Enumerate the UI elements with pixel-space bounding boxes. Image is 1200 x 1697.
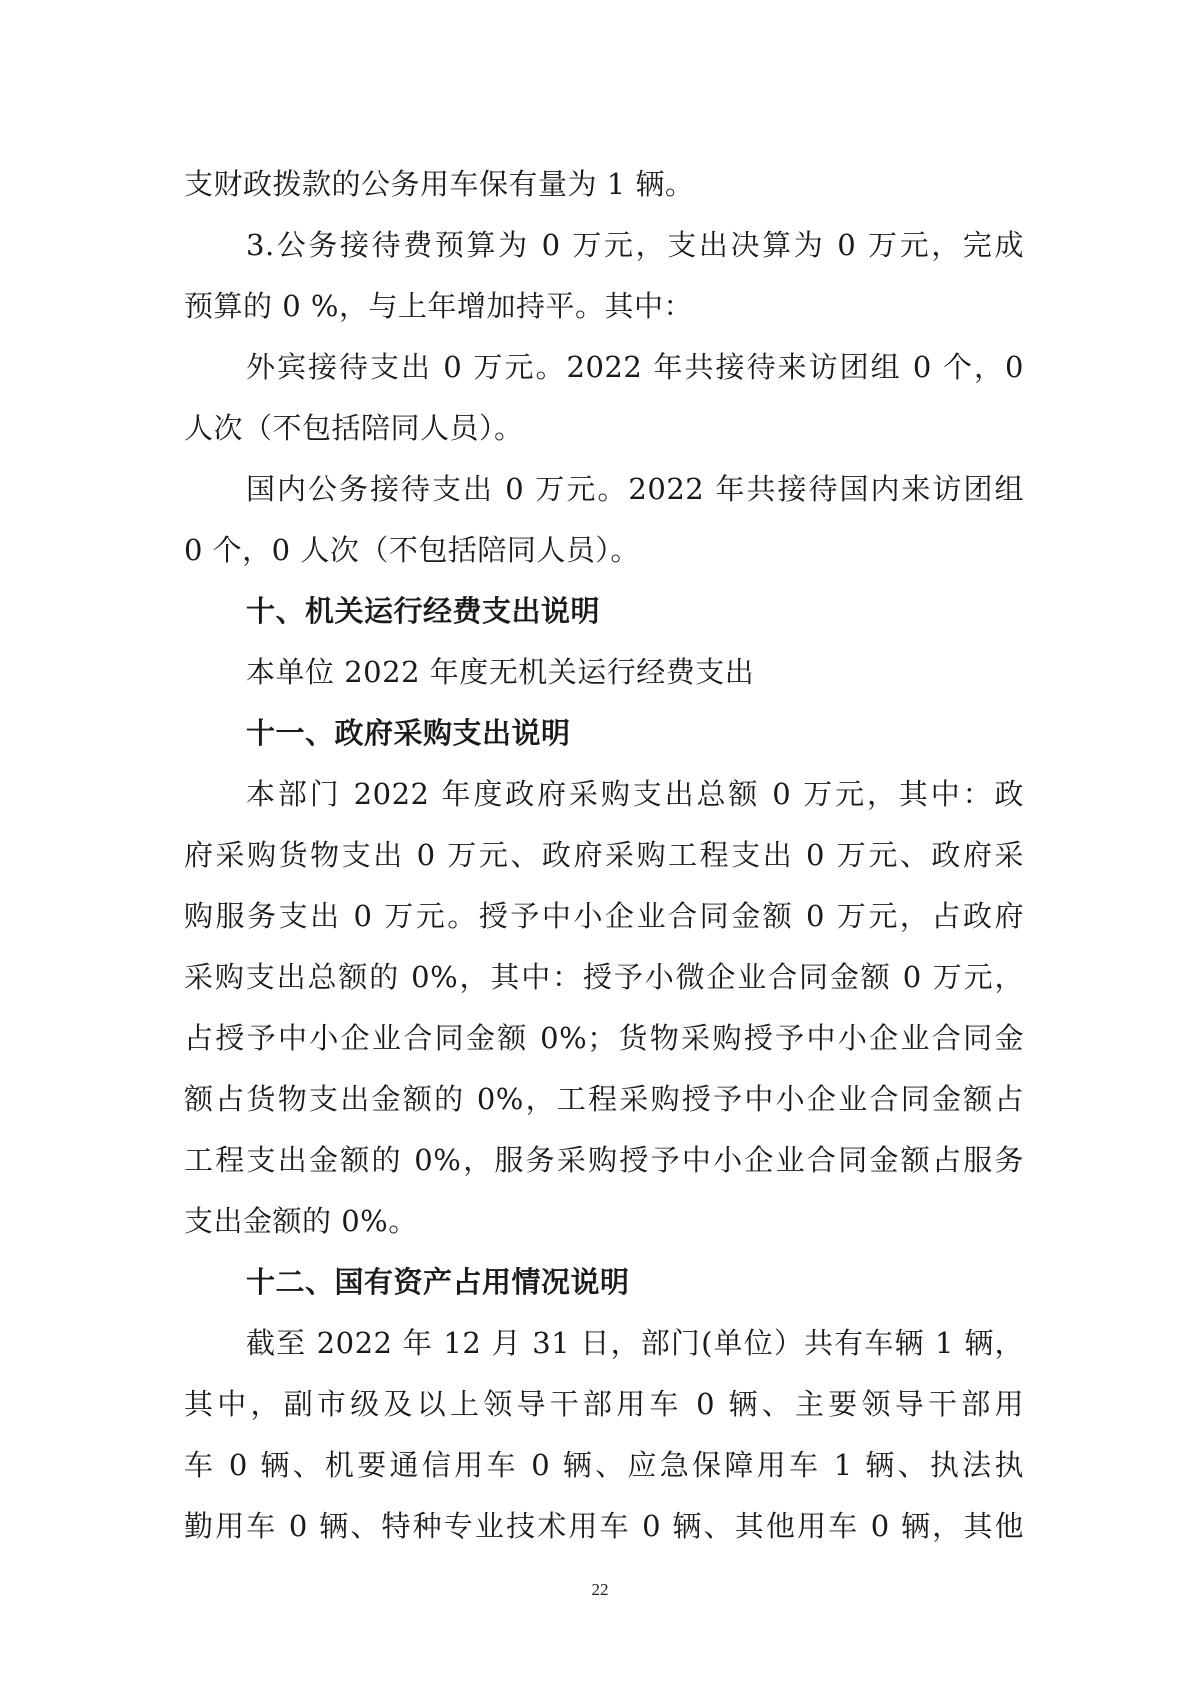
section-heading: 十二、国有资产占用情况说明	[246, 1265, 630, 1299]
text-line: 人次（不包括陪同人员）。	[184, 411, 524, 445]
text-line: 国内公务接待支出 0 万元。2022 年共接待国内来访团组	[246, 472, 1024, 506]
text-line: 勤用车 0 辆、特种专业技术用车 0 辆、其他用车 0 辆，其他	[184, 1509, 1024, 1543]
text-line: 本单位 2022 年度无机关运行经费支出	[246, 655, 755, 689]
text-line: 购服务支出 0 万元。授予中小企业合同金额 0 万元，占政府	[184, 899, 1024, 933]
text-line: 支财政拨款的公务用车保有量为 1 辆。	[184, 167, 695, 201]
text-line: 车 0 辆、机要通信用车 0 辆、应急保障用车 1 辆、执法执	[184, 1448, 1024, 1482]
text-line: 工程支出金额的 0%，服务采购授予中小企业合同金额占服务	[184, 1143, 1024, 1177]
text-line: 采购支出总额的 0%，其中：授予小微企业合同金额 0 万元，	[184, 960, 1024, 994]
text-line: 预算的 0 %，与上年增加持平。其中：	[184, 289, 693, 323]
text-line: 本部门 2022 年度政府采购支出总额 0 万元，其中：政	[246, 777, 1024, 811]
page-number: 22	[591, 1580, 609, 1599]
section-heading: 十一、政府采购支出说明	[246, 716, 571, 750]
text-line: 外宾接待支出 0 万元。2022 年共接待来访团组 0 个，0	[246, 350, 1024, 384]
text-line: 3.公务接待费预算为 0 万元，支出决算为 0 万元，完成	[246, 228, 1024, 262]
text-line: 0 个，0 人次（不包括陪同人员）。	[184, 533, 640, 567]
text-line: 其中，副市级及以上领导干部用车 0 辆、主要领导干部用	[184, 1387, 1024, 1421]
document-body	[184, 154, 1024, 1557]
text-line: 占授予中小企业合同金额 0%；货物采购授予中小企业合同金	[184, 1021, 1024, 1055]
text-line: 额占货物支出金额的 0%，工程采购授予中小企业合同金额占	[184, 1082, 1024, 1116]
section-heading: 十、机关运行经费支出说明	[246, 594, 601, 628]
text-line: 支出金额的 0%。	[184, 1204, 418, 1238]
text-line: 截至 2022 年 12 月 31 日，部门(单位）共有车辆 1 辆，	[246, 1326, 1024, 1360]
text-line: 府采购货物支出 0 万元、政府采购工程支出 0 万元、政府采	[184, 838, 1024, 872]
